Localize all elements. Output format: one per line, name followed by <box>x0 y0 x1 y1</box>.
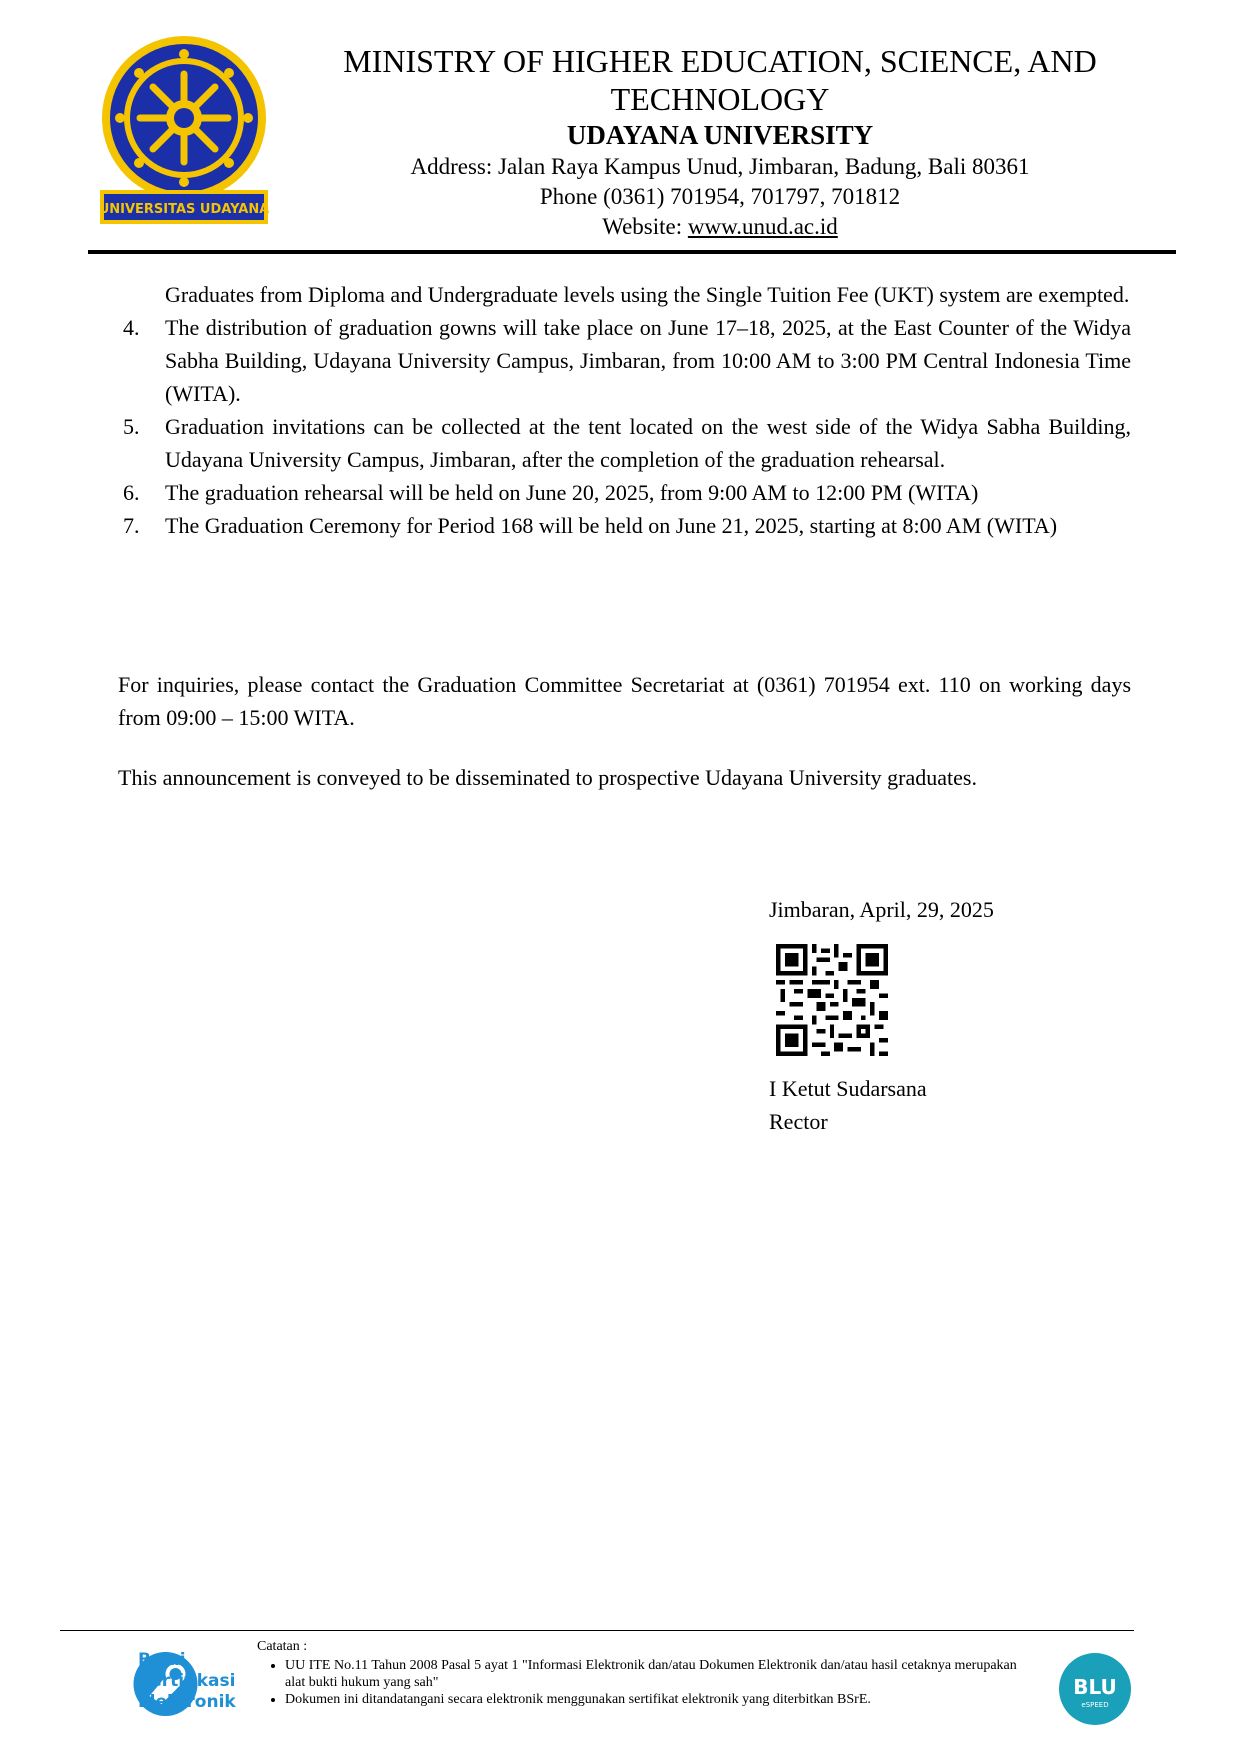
place-date: Jimbaran, April, 29, 2025 <box>769 897 994 922</box>
bsre-logo-text <box>138 1650 236 1713</box>
notes-title: Catatan : <box>257 1639 308 1654</box>
list-item-text: The graduation rehearsal will be held on June 20, 2025, from 9:00 AM to 12:00 PM (WITA) <box>165 480 979 505</box>
list-item-text: Graduation invitations can be collected at the tent located on the west side of the Widya Sabha Building, Udayana University Campus, Jimbaran, after the completion of the graduation rehearsal. <box>165 414 1131 472</box>
bsre-line-1: Balai <box>138 1650 186 1670</box>
list-item <box>118 311 1131 410</box>
qr-code <box>776 944 888 1056</box>
footer-notes <box>257 1638 1037 1708</box>
signatory-title: Rector <box>769 1109 828 1134</box>
signatory-name: I Ketut Sudarsana <box>769 1076 927 1101</box>
letterhead <box>270 42 1170 242</box>
list-item <box>118 410 1131 476</box>
blu-logo-subtext: eSPEED <box>1081 1701 1109 1709</box>
bsre-line-2: Sertifikasi <box>138 1671 236 1691</box>
list-item-text: The Graduation Ceremony for Period 168 will be held on June 21, 2025, starting at 8:00 AM (WITA) <box>165 513 1058 538</box>
university-name: UDAYANA UNIVERSITY <box>566 120 874 150</box>
blu-logo-text: BLU <box>1073 1675 1117 1699</box>
bsre-line-3: Elektronik <box>138 1692 236 1712</box>
note-item: • UU ITE No.11 Tahun 2008 Pasal 5 ayat 1 "Informasi Elektronik dan/atau Dokumen Elektronik dan/atau hasil cetaknya merupakan alat bukti hukum yang sah" <box>285 1657 1037 1691</box>
inquiries-paragraph: For inquiries, please contact the Graduation Committee Secretariat at (0361) 701954 ext. 110 on working days from 09:00 – 15:00 WITA. <box>118 672 1131 730</box>
closing-paragraph: This announcement is conveyed to be disseminated to prospective Udayana University graduates. <box>118 765 977 790</box>
logo-text: UNIVERSITAS UDAYANA <box>98 202 270 217</box>
list-item-number: 7. <box>123 513 140 538</box>
ministry-line-2: TECHNOLOGY <box>610 81 830 117</box>
list-item-number: 4. <box>123 315 140 340</box>
list-item-continuation <box>118 278 1131 311</box>
list-item-number: 6. <box>123 480 140 505</box>
footer-divider <box>60 1630 1134 1631</box>
website-label: Website: <box>602 214 688 239</box>
website-line <box>270 212 1170 242</box>
address: Address: Jalan Raya Kampus Unud, Jimbaran, Badung, Bali 80361 <box>410 154 1030 179</box>
blu-logo <box>1058 1652 1132 1726</box>
header-divider <box>88 250 1176 254</box>
phone: Phone (0361) 701954, 701797, 701812 <box>539 184 901 209</box>
announcement-list <box>118 278 1131 542</box>
list-item <box>118 509 1131 542</box>
university-logo <box>98 34 270 226</box>
list-item-text: Graduates from Diploma and Undergraduate levels using the Single Tuition Fee (UKT) system are exempted. <box>165 282 1130 307</box>
website-link[interactable]: www.unud.ac.id <box>687 214 838 239</box>
list-item <box>118 476 1131 509</box>
ministry-line-1: MINISTRY OF HIGHER EDUCATION, SCIENCE, AND <box>343 43 1097 79</box>
note-item: • Dokumen ini ditandatangani secara elektronik menggunakan sertifikat elektronik yang diterbitkan BSrE. <box>285 1691 1037 1708</box>
list-item-text: The distribution of graduation gowns will take place on June 17–18, 2025, at the East Counter of the Widya Sabha Building, Udayana University Campus, Jimbaran, from 10:00 AM to 3:00 PM Central Indonesia Time (WITA). <box>165 315 1131 406</box>
list-item-number: 5. <box>123 414 140 439</box>
